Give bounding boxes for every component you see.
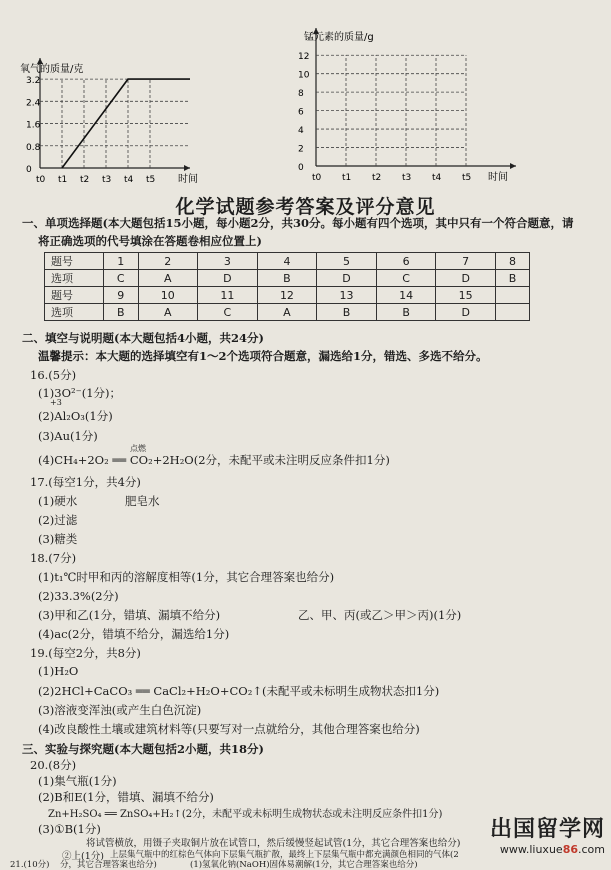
- x-tick-label: t5: [462, 173, 472, 183]
- table-row-options-1: 选项 C A D B D C D B: [45, 270, 530, 287]
- q18-answer-1: (1)t₁℃时甲和丙的溶解度相等(1分，其它合理答案也给分): [38, 570, 335, 584]
- q16-answer-2: (2)Al₂O₃(1分): [38, 409, 113, 423]
- y-tick-label: 0: [298, 163, 304, 173]
- section-2-tip: 温馨提示：本大题的选择填空有1～2个选项符合题意，漏选给1分，错选、多选不给分。: [38, 349, 488, 363]
- q20-answer-3: (3)①B(1分): [38, 822, 101, 836]
- x-tick-label: t1: [58, 175, 68, 185]
- x-tick-label: t5: [146, 175, 156, 185]
- y-tick-label: 1.6: [26, 120, 41, 131]
- x-axis-label: 时间: [488, 172, 508, 183]
- y-tick-label: 0: [26, 165, 32, 175]
- q16-answer-1: (1)3O²⁻(1分)；: [38, 386, 122, 400]
- q20-answer-2b: Zn+H₂SO₄ ══ ZnSO₄+H₂↑(2分，未配平或未标明生成物状态或未注明反应条件扣1分): [48, 809, 443, 820]
- q20-answer-3c: ②上(1分): [62, 851, 104, 862]
- q21-title: 21.(10分): [10, 860, 50, 870]
- q20-answer-2: (2)B和E(1分，错填、漏填不给分): [38, 790, 214, 804]
- y-tick-label: 3.2: [26, 76, 41, 87]
- q18-answer-2: (2)33.3%(2分): [38, 589, 119, 603]
- q20-answer-3d: 上层集气瓶中的红棕色气体向下层集气瓶扩散，最终上下层集气瓶中都充满颜色相同的气体(2: [110, 850, 459, 860]
- oxygen-mass-chart: [0, 0, 200, 188]
- q16-title: 16.(5分): [30, 368, 77, 382]
- q20-title: 20.(8分): [30, 758, 77, 772]
- section-2-heading: 二、填空与说明题(本大题包括4小题，共24分): [22, 331, 264, 345]
- q16-answer-4: (4)CH₄+2O₂ ══ CO₂+2H₂O(2分，未配平或未注明反应条件扣1分): [38, 453, 390, 467]
- x-tick-label: t2: [80, 175, 90, 185]
- q18-title: 18.(7分): [30, 551, 77, 565]
- q17-answer-1: (1)硬水: [38, 494, 78, 508]
- logo-url: www.liuxue86.com: [499, 843, 605, 856]
- x-tick-label: t0: [312, 173, 322, 183]
- y-tick-label: 12: [298, 52, 310, 63]
- q19-answer-2: (2)2HCl+CaCO₃ ══ CaCl₂+H₂O+CO₂↑(未配平或未标明生成物状态扣1分): [38, 684, 440, 698]
- x-tick-label: t3: [102, 175, 112, 185]
- y-tick-label: 0.8: [26, 142, 41, 153]
- x-tick-label: t2: [372, 173, 382, 183]
- table-row-q-numbers-1: 题号 1 2 3 4 5 6 7 8: [45, 253, 530, 270]
- table-row-options-2: 选项 B A C A B B D: [45, 304, 530, 321]
- section-3-heading: 三、实验与探究题(本大题包括2小题，共18分): [22, 742, 264, 756]
- q16-condition: 点燃: [130, 444, 146, 453]
- site-logo: [455, 812, 605, 856]
- y-tick-label: 4: [298, 126, 304, 137]
- y-tick-label: 8: [298, 89, 304, 100]
- q17-answer-3: (3)糖类: [38, 532, 78, 546]
- q17-answer-2: (2)过滤: [38, 513, 78, 527]
- x-tick-label: t0: [36, 175, 46, 185]
- table-row-q-numbers-2: 题号 9 10 11 12 13 14 15: [45, 287, 530, 304]
- y-axis-label: 氧气的质量/克: [20, 64, 84, 75]
- x-tick-label: t3: [402, 173, 412, 183]
- q16-valence-sup: +3: [50, 398, 62, 407]
- q21-answer-1: (1)氢氧化钠(NaOH)固体易潮解(1分，其它合理答案也给分): [190, 860, 418, 870]
- q18-answer-4: (4)ac(2分，错填不给分，漏选给1分): [38, 627, 230, 641]
- y-tick-label: 6: [298, 107, 304, 118]
- answer-table: [44, 252, 530, 321]
- y-tick-label: 2: [298, 144, 304, 155]
- section-1-heading: 一、单项选择题(本大题包括15小题，每小题2分，共30分。每小题有四个选项，其中只有一个符合题意，请: [22, 216, 574, 230]
- q19-answer-3: (3)溶液变浑浊(或产生白色沉淀): [38, 703, 202, 717]
- q17-answer-1b: 肥皂水: [125, 494, 160, 508]
- q20-answer-3b: 将试管横放，用镊子夹取铜片放在试管口，然后缓慢竖起试管(1分，其它合理答案也给分): [86, 838, 461, 849]
- q18-answer-3: (3)甲和乙(1分，错填、漏填不给分): [38, 608, 221, 622]
- section-1-heading-line2: 将正确选项的代号填涂在答题卷相应位置上): [38, 234, 262, 248]
- y-tick-label: 10: [298, 70, 310, 81]
- q19-answer-4: (4)改良酸性土壤或建筑材料等(只要写对一点就给分，其他合理答案也给分): [38, 722, 420, 736]
- y-axis-label: 锰元素的质量/g: [304, 32, 374, 43]
- q19-title: 19.(每空2分，共8分): [30, 646, 141, 660]
- q16-answer-3: (3)Au(1分): [38, 429, 98, 443]
- logo-text: 出国留学网: [489, 817, 605, 842]
- q19-answer-1: (1)H₂O: [38, 664, 79, 678]
- x-tick-label: t4: [124, 175, 134, 185]
- manganese-mass-chart: [276, 0, 536, 188]
- x-axis-arrow: [510, 163, 516, 169]
- x-axis-arrow: [184, 165, 190, 171]
- y-tick-label: 2.4: [26, 98, 41, 109]
- q20-answer-1: (1)集气瓶(1分): [38, 774, 117, 788]
- x-axis-label: 时间: [178, 174, 198, 185]
- x-tick-label: t1: [342, 173, 352, 183]
- q17-title: 17.(每空1分，共4分): [30, 475, 141, 489]
- q20-answer-3e: 分，其它合理答案也给分): [60, 860, 157, 870]
- x-tick-label: t4: [432, 173, 442, 183]
- page-title: 化学试题参考答案及评分意见: [175, 196, 436, 218]
- q18-answer-3b: 乙、甲、丙(或乙＞甲＞丙)(1分): [298, 608, 462, 622]
